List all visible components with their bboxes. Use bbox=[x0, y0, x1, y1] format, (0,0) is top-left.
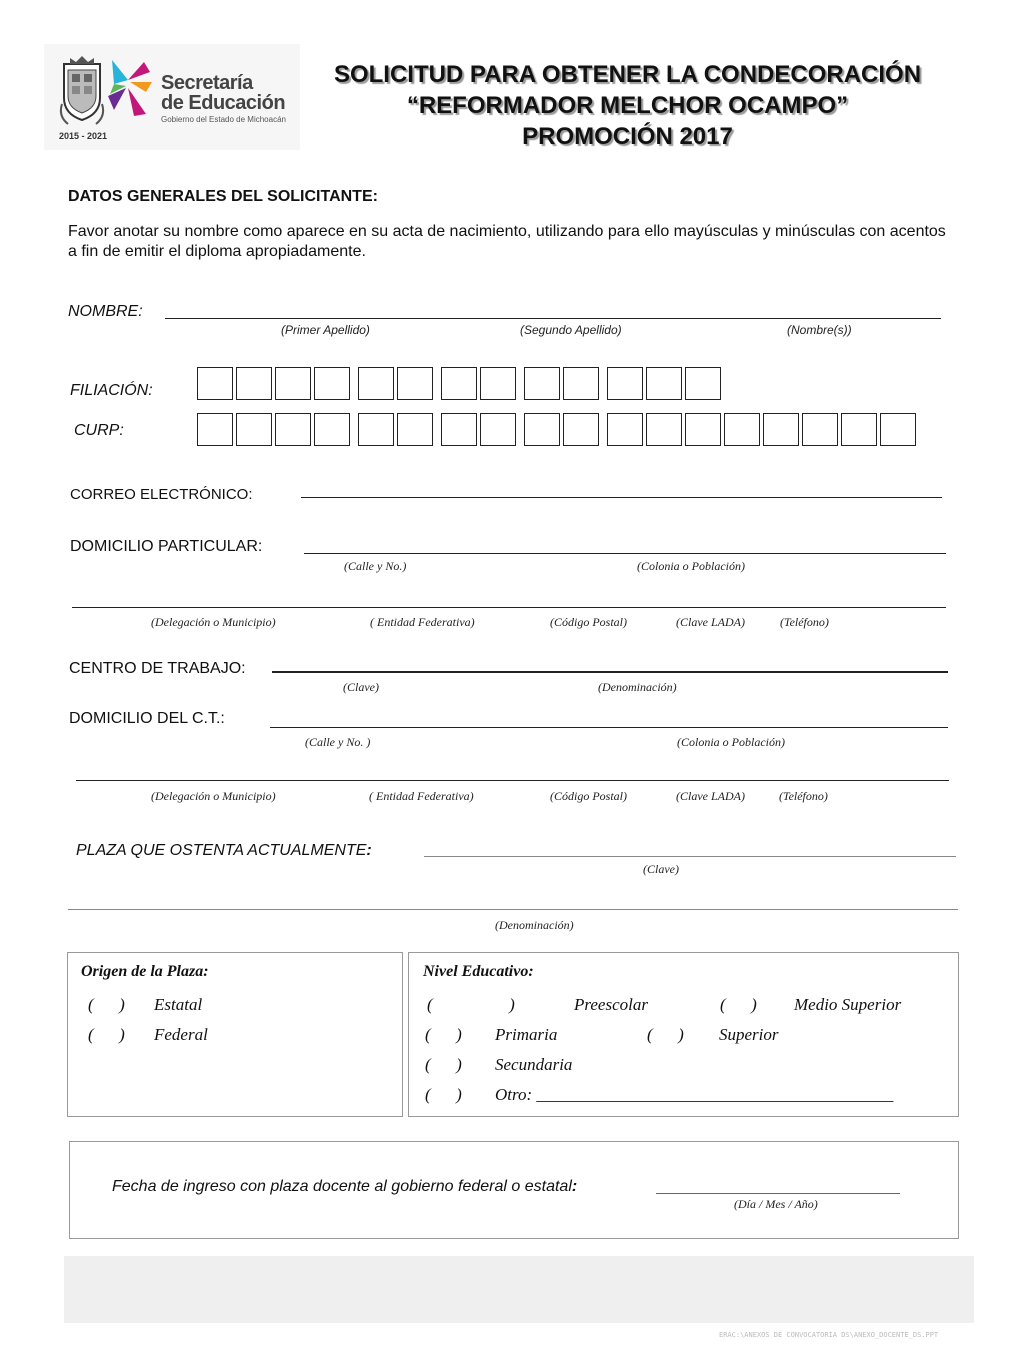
caption-plaza-denominacion: (Denominación) bbox=[495, 918, 574, 932]
curp-cell[interactable] bbox=[397, 413, 433, 446]
fecha-panel bbox=[69, 1141, 959, 1239]
logo-org-line2: de Educación bbox=[161, 92, 286, 114]
instructions-text: Favor anotar su nombre como aparece en su acta de nacimiento, utilizando para ello mayúsculas y minúsculas con acentos a fin de emitir el diploma apropiadamente. bbox=[68, 223, 946, 260]
filiacion-cell[interactable] bbox=[646, 367, 682, 400]
footer-band bbox=[64, 1256, 974, 1323]
correo-label: CORREO ELECTRÓNICO: bbox=[70, 486, 253, 503]
preescolar-checkbox[interactable]: ( ) bbox=[427, 995, 515, 1014]
fecha-input-line[interactable] bbox=[656, 1193, 900, 1194]
caption-colonia: (Colonia o Población) bbox=[637, 559, 745, 573]
filiacion-cell[interactable] bbox=[480, 367, 516, 400]
domicilio-ct-label: DOMICILIO DEL C.T.: bbox=[69, 710, 225, 727]
curp-cell[interactable] bbox=[685, 413, 721, 446]
curp-cell[interactable] bbox=[763, 413, 799, 446]
section-heading: DATOS GENERALES DEL SOLICITANTE: bbox=[68, 188, 378, 205]
filiacion-cell[interactable] bbox=[236, 367, 272, 400]
curp-cell[interactable] bbox=[841, 413, 877, 446]
domicilio-ct-input-line[interactable] bbox=[270, 727, 948, 728]
logo-org-sub: Gobierno del Estado de Michoacán bbox=[161, 115, 286, 124]
caption-fecha: (Día / Mes / Año) bbox=[734, 1197, 818, 1211]
caption-ct-clave-lada: (Clave LADA) bbox=[676, 789, 745, 803]
preescolar-option: Preescolar bbox=[574, 995, 648, 1014]
caption-delegacion: (Delegación o Municipio) bbox=[151, 615, 276, 629]
plaza-label-colon: : bbox=[366, 842, 372, 859]
caption-denominacion-ct: (Denominación) bbox=[598, 680, 677, 694]
centro-trabajo-label: CENTRO DE TRABAJO: bbox=[69, 660, 246, 677]
curp-cell[interactable] bbox=[607, 413, 643, 446]
primaria-option: Primaria bbox=[495, 1025, 558, 1044]
medio-superior-option: Medio Superior bbox=[794, 995, 902, 1014]
caption-clave-lada: (Clave LADA) bbox=[676, 615, 745, 629]
filiacion-cell[interactable] bbox=[314, 367, 350, 400]
filiacion-cell[interactable] bbox=[685, 367, 721, 400]
estatal-option: Estatal bbox=[154, 995, 203, 1014]
curp-cell[interactable] bbox=[480, 413, 516, 446]
nombre-label: NOMBRE: bbox=[68, 303, 143, 320]
caption-primer-apellido: (Primer Apellido) bbox=[281, 323, 370, 337]
nivel-panel bbox=[408, 952, 959, 1117]
estatal-checkbox[interactable]: ( ) bbox=[88, 995, 125, 1014]
caption-ct-delegacion: (Delegación o Municipio) bbox=[151, 789, 276, 803]
filiacion-cell[interactable] bbox=[275, 367, 311, 400]
filiacion-cell[interactable] bbox=[563, 367, 599, 400]
form-title-line3: PROMOCIÓN 2017 bbox=[522, 123, 733, 150]
filiacion-cell[interactable] bbox=[441, 367, 477, 400]
nivel-title: Nivel Educativo: bbox=[423, 963, 534, 980]
caption-entidad: ( Entidad Federativa) bbox=[370, 615, 475, 629]
caption-calle: (Calle y No.) bbox=[344, 559, 407, 573]
footer-file-path: ERAC:\ANEXOS DE CONVOCATORIA DS\ANEXO_DOCENTE_DS.PPT bbox=[719, 1331, 939, 1339]
fecha-label-text: Fecha de ingreso con plaza docente al gobierno federal o estatal bbox=[112, 1178, 572, 1195]
curp-boxes bbox=[197, 413, 919, 446]
secundaria-checkbox[interactable]: ( ) bbox=[425, 1055, 462, 1074]
correo-input-line[interactable] bbox=[301, 497, 942, 498]
form-title-line2: “REFORMADOR MELCHOR OCAMPO” bbox=[406, 92, 849, 119]
superior-checkbox[interactable]: ( ) bbox=[647, 1025, 684, 1044]
otro-option[interactable]: Otro: __________________________________________ bbox=[495, 1085, 894, 1104]
plaza-denominacion-input-line[interactable] bbox=[68, 909, 958, 910]
curp-cell[interactable] bbox=[275, 413, 311, 446]
caption-clave-ct: (Clave) bbox=[343, 680, 379, 694]
curp-cell[interactable] bbox=[802, 413, 838, 446]
otro-checkbox[interactable]: ( ) bbox=[425, 1085, 462, 1104]
centro-trabajo-input-line[interactable] bbox=[272, 671, 948, 673]
logo bbox=[44, 44, 300, 150]
filiacion-cell[interactable] bbox=[524, 367, 560, 400]
caption-segundo-apellido: (Segundo Apellido) bbox=[520, 323, 622, 337]
filiacion-cell[interactable] bbox=[607, 367, 643, 400]
caption-plaza-clave: (Clave) bbox=[643, 862, 679, 876]
curp-cell[interactable] bbox=[236, 413, 272, 446]
filiacion-cell[interactable] bbox=[397, 367, 433, 400]
filiacion-boxes bbox=[197, 367, 724, 400]
medio-superior-checkbox[interactable]: ( ) bbox=[720, 995, 757, 1014]
origen-title: Origen de la Plaza: bbox=[81, 963, 209, 980]
curp-cell[interactable] bbox=[197, 413, 233, 446]
federal-option: Federal bbox=[154, 1025, 208, 1044]
federal-checkbox[interactable]: ( ) bbox=[88, 1025, 125, 1044]
fecha-label bbox=[112, 1178, 577, 1196]
caption-ct-codigo-postal: (Código Postal) bbox=[550, 789, 627, 803]
plaza-label-text: PLAZA QUE OSTENTA ACTUALMENTE bbox=[76, 842, 367, 859]
logo-years: 2015 - 2021 bbox=[59, 131, 108, 141]
domicilio-input-line[interactable] bbox=[304, 553, 946, 554]
caption-nombres: (Nombre(s)) bbox=[787, 323, 852, 337]
filiacion-cell[interactable] bbox=[358, 367, 394, 400]
plaza-label bbox=[76, 842, 372, 860]
curp-cell[interactable] bbox=[724, 413, 760, 446]
caption-ct-telefono: (Teléfono) bbox=[779, 789, 828, 803]
curp-cell[interactable] bbox=[314, 413, 350, 446]
caption-ct-calle: (Calle y No. ) bbox=[305, 735, 371, 749]
curp-cell[interactable] bbox=[358, 413, 394, 446]
coat-of-arms-icon bbox=[58, 54, 106, 130]
curp-label: CURP: bbox=[74, 422, 124, 439]
fecha-label-colon: : bbox=[571, 1178, 578, 1195]
caption-ct-colonia: (Colonia o Población) bbox=[677, 735, 785, 749]
primaria-checkbox[interactable]: ( ) bbox=[425, 1025, 462, 1044]
plaza-clave-input-line[interactable] bbox=[424, 856, 956, 857]
curp-cell[interactable] bbox=[563, 413, 599, 446]
domicilio-label: DOMICILIO PARTICULAR: bbox=[70, 538, 263, 555]
caption-telefono: (Teléfono) bbox=[780, 615, 829, 629]
domicilio-ct-input-line-2[interactable] bbox=[76, 780, 949, 781]
curp-cell[interactable] bbox=[441, 413, 477, 446]
filiacion-label: FILIACIÓN: bbox=[70, 382, 153, 399]
caption-ct-entidad: ( Entidad Federativa) bbox=[369, 789, 474, 803]
logo-org-line1: Secretaría bbox=[161, 72, 253, 94]
domicilio-input-line-2[interactable] bbox=[72, 607, 946, 608]
form-title-line1: SOLICITUD PARA OBTENER LA CONDECORACIÓN bbox=[333, 61, 922, 88]
superior-option: Superior bbox=[719, 1025, 779, 1044]
star-logo-icon bbox=[106, 58, 158, 120]
curp-cell[interactable] bbox=[646, 413, 682, 446]
secundaria-option: Secundaria bbox=[495, 1055, 573, 1074]
caption-codigo-postal: (Código Postal) bbox=[550, 615, 627, 629]
filiacion-cell[interactable] bbox=[197, 367, 233, 400]
origen-panel bbox=[67, 952, 403, 1117]
curp-cell[interactable] bbox=[524, 413, 560, 446]
nombre-input-line[interactable] bbox=[165, 318, 941, 319]
curp-cell[interactable] bbox=[880, 413, 916, 446]
